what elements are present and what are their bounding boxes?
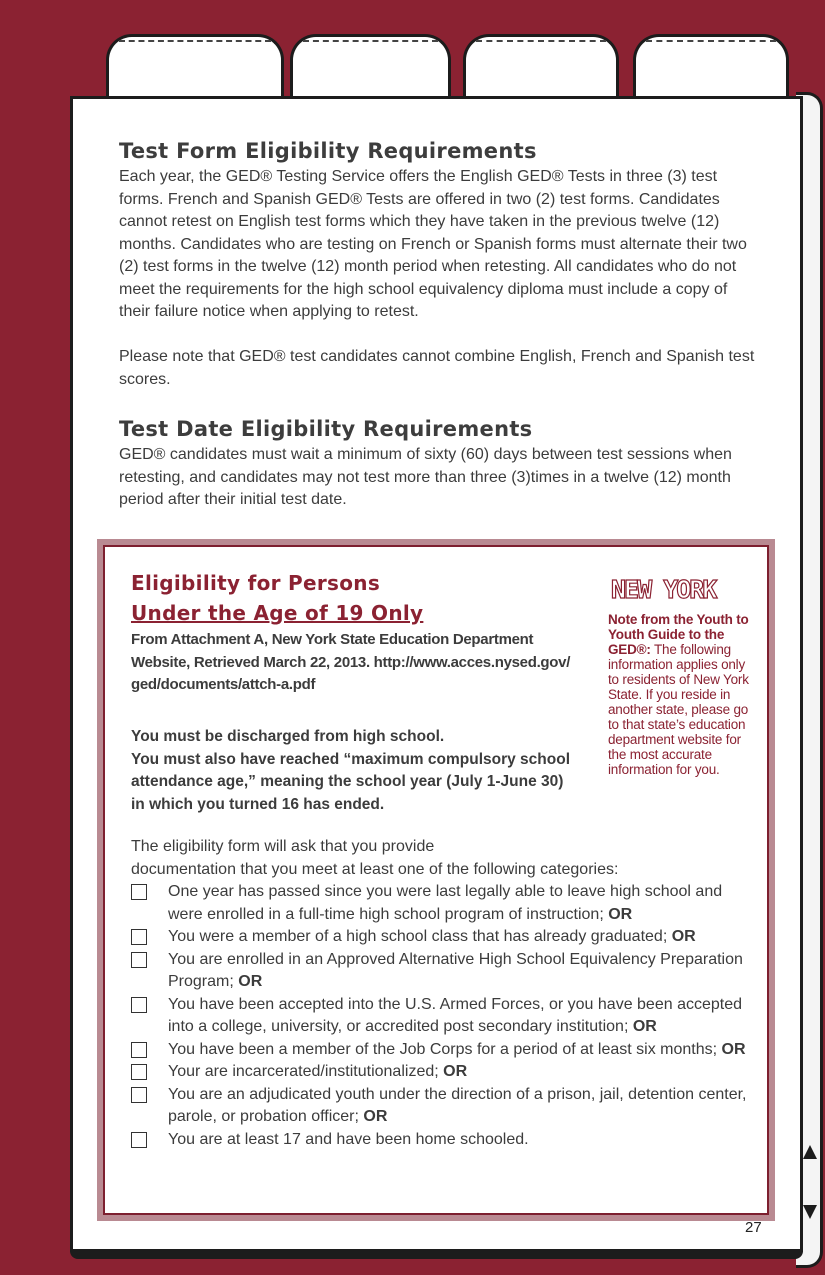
or-label: OR (363, 1108, 388, 1125)
date-eligibility-paragraph: GED® candidates must wait a minimum of sixty (60) days between test sessions when retesting, and candidates may not test more than three (3)times in a twelve (12) month period after their initial test date. (119, 446, 732, 508)
intro-line1: The eligibility form will ask that you provide (131, 838, 435, 855)
intro-line2: documentation that you meet at least one of the following categories: (131, 860, 619, 878)
checkbox[interactable] (131, 929, 147, 945)
note-lead: Note from the Youth to Youth Guide to the GED®: (608, 612, 749, 657)
checkbox[interactable] (131, 1042, 147, 1058)
requirement-discharged: You must be discharged from high school. (131, 728, 445, 745)
or-label: OR (238, 973, 263, 990)
checklist-item (131, 926, 761, 949)
item-text: You are at least 17 and have been home schooled. (168, 1130, 529, 1148)
item-text: You have been a member of the Job Corps for a period of at least six months; (168, 1040, 718, 1058)
checkbox[interactable] (131, 1064, 147, 1080)
or-label: OR (632, 1018, 657, 1035)
section-title-date-eligibility: Test Date Eligibility Requirements (119, 417, 533, 441)
checkbox[interactable] (131, 952, 147, 968)
checkbox[interactable] (131, 1132, 147, 1148)
item-text: One year has passed since you were last legally able to leave high school and were enrolled in a full-time high school program of instruction; (168, 883, 723, 923)
combine-scores-note: Please note that GED® test candidates cannot combine English, French and Spanish test scores. (119, 348, 755, 388)
document-page (70, 96, 803, 1252)
or-label: OR (671, 928, 696, 945)
item-text: You are enrolled in an Approved Alternative High School Equivalency Preparation Program; (168, 950, 743, 990)
category-checklist (131, 881, 761, 1151)
checklist-item (131, 949, 761, 994)
section-title-form-eligibility: Test Form Eligibility Requirements (119, 139, 537, 163)
arrow-up-icon (803, 1145, 817, 1159)
checklist-item (131, 1129, 761, 1152)
checklist-item (131, 1061, 761, 1084)
or-label: OR (721, 1040, 746, 1058)
item-text: Your are incarcerated/institutionalized; (168, 1063, 439, 1080)
or-label: OR (608, 905, 633, 923)
sidebar-note (608, 612, 758, 777)
checkbox[interactable] (131, 884, 147, 900)
eligibility-box (97, 539, 775, 1221)
note-body: The following information applies only to residents of New York State. If you reside in another state, please go to that state’s education department website for the most accurate information for you. (608, 642, 749, 777)
item-text: You have been accepted into the U.S. Armed Forces, or you have been accepted into a college, university, or accredited post secondary institution; (168, 995, 743, 1035)
requirement-attendance-age: You must also have reached “maximum compulsory school attendance age,” meaning the school year (July 1-June 30) in which you turned 16 has ended. (131, 750, 571, 813)
checklist-item (131, 994, 761, 1039)
checkbox[interactable] (131, 997, 147, 1013)
checklist-item (131, 881, 761, 926)
box-title-line1: Eligibility for Persons (131, 571, 381, 595)
or-label: OR (443, 1063, 468, 1080)
new-york-logo: NEW YORK (611, 575, 716, 604)
checklist-item (131, 1084, 761, 1129)
checkbox[interactable] (131, 1087, 147, 1103)
box-title-line2: Under the Age of 19 Only (131, 601, 424, 625)
item-text: You are an adjudicated youth under the direction of a prison, jail, detention center, parole, or probation officer; (168, 1085, 747, 1125)
requirements-block (131, 726, 581, 816)
form-eligibility-paragraph: Each year, the GED® Testing Service offers the English GED® Tests in three (3) test forms. French and Spanish GED® Tests are offered in two (2) test forms. Candidates cannot retest on English test forms which they have taken in the previous twelve (12) months. Candidates who are testing on French or Spanish forms must alternate their two (2) test forms in the twelve (12) month period when retesting. All candidates who do not meet the requirements for the high school equivalency diploma must include a copy of their failure notice when applying to retest. (119, 168, 747, 320)
item-text: You were a member of a high school class that has already graduated; (168, 928, 668, 945)
source-citation: From Attachment A, New York State Education Department Website, Retrieved March 22, 2013. http://www.acces.nysed.gov/ ged/documents/attch-a.pdf (131, 631, 571, 693)
categories-intro (131, 836, 731, 881)
checklist-item (131, 1039, 761, 1062)
arrow-down-icon (803, 1205, 817, 1219)
page-number: 27 (745, 1219, 762, 1236)
